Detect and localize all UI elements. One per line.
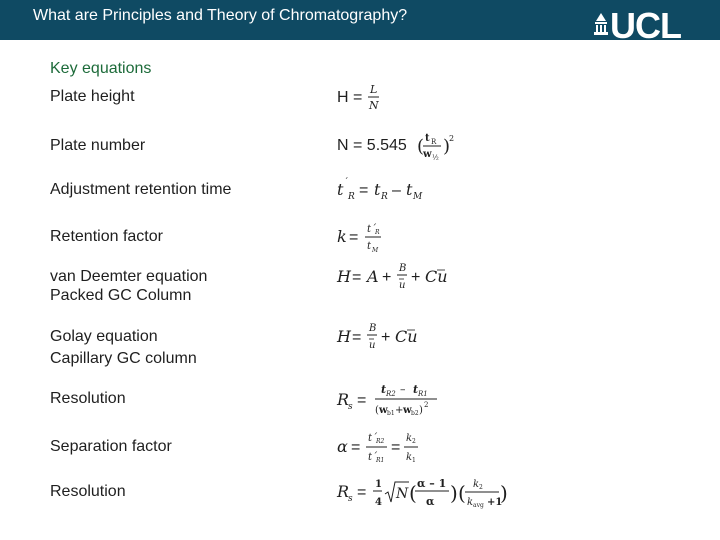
svg-text:H: H — [337, 327, 351, 346]
svg-text:b2: b2 — [411, 410, 419, 417]
svg-text:k: k — [406, 452, 413, 463]
svg-text:R2: R2 — [386, 390, 396, 398]
label-retention-factor: Retention factor — [50, 228, 163, 245]
section-title: Key equations — [50, 60, 152, 77]
portico-icon — [594, 13, 608, 35]
svg-text:B: B — [369, 323, 377, 334]
svg-text:2: 2 — [424, 401, 429, 409]
svg-text:Cu: Cu — [425, 267, 448, 286]
svg-text:=: = — [357, 392, 367, 409]
svg-text:): ) — [443, 136, 451, 157]
equation-resolution-expanded — [337, 472, 527, 518]
ucl-logo — [594, 5, 700, 46]
svg-text:(: ( — [375, 405, 379, 416]
label-resolution-expanded: Resolution — [50, 483, 126, 500]
svg-text:(: ( — [417, 136, 425, 157]
svg-text:w: w — [423, 149, 432, 160]
svg-text:t: t — [406, 180, 413, 199]
svg-text:Cu: Cu — [395, 327, 418, 346]
svg-text:½: ½ — [432, 154, 439, 162]
svg-text:1: 1 — [375, 479, 382, 490]
svg-text:H: H — [337, 267, 351, 286]
equation-van-deemter — [337, 260, 457, 300]
equation-retention-factor — [337, 218, 397, 260]
svg-text:+1: +1 — [487, 497, 503, 508]
svg-text:+: + — [395, 405, 404, 416]
equation-adjusted-retention-time — [337, 176, 447, 208]
svg-text:–: – — [392, 182, 401, 199]
svg-text:t: t — [367, 241, 372, 252]
svg-text:=: = — [349, 229, 359, 246]
svg-text:=: = — [352, 269, 362, 286]
label-van-deemter: van Deemter equation — [50, 268, 208, 285]
svg-text:+: + — [382, 269, 392, 286]
svg-text:k: k — [406, 433, 413, 444]
svg-text:2: 2 — [449, 134, 455, 143]
svg-text:(: ( — [458, 481, 466, 505]
logo-text: UCL — [610, 5, 681, 46]
svg-text:t´: t´ — [368, 433, 378, 444]
svg-text:avg: avg — [473, 502, 484, 509]
svg-text:1: 1 — [412, 457, 416, 464]
header-bar — [0, 0, 720, 46]
svg-text:L: L — [370, 83, 378, 96]
label-packed-gc-column: Packed GC Column — [50, 287, 192, 304]
svg-text:R: R — [431, 138, 437, 146]
svg-text:N: N — [369, 99, 379, 112]
label-adjusted-retention-time: Adjustment retention time — [50, 181, 232, 198]
svg-text:t: t — [337, 180, 344, 199]
svg-text:k: k — [473, 479, 480, 490]
svg-text:s: s — [348, 402, 353, 412]
svg-text:=: = — [391, 439, 401, 456]
label-separation-factor: Separation factor — [50, 438, 172, 455]
equation-plate-number — [337, 128, 467, 170]
svg-text:t: t — [425, 133, 430, 144]
svg-text:u: u — [369, 340, 376, 351]
svg-text:s: s — [348, 494, 353, 504]
svg-text:A: A — [367, 267, 379, 286]
svg-text:(: ( — [409, 481, 417, 505]
svg-text:w: w — [379, 405, 388, 416]
svg-text:=: = — [357, 484, 367, 501]
svg-text:R: R — [337, 482, 350, 501]
label-resolution: Resolution — [50, 390, 126, 407]
equation-golay — [337, 320, 437, 360]
svg-text:w: w — [403, 405, 412, 416]
svg-text:R1: R1 — [418, 390, 428, 398]
svg-text:t: t — [413, 383, 419, 396]
svg-text:t´: t´ — [367, 224, 377, 235]
svg-text:2: 2 — [479, 484, 483, 491]
svg-text:+: + — [381, 329, 391, 346]
svg-text:t: t — [381, 383, 387, 396]
svg-text:k: k — [467, 497, 474, 508]
svg-text:R: R — [381, 192, 388, 202]
svg-text:H =: H = — [337, 89, 363, 106]
label-plate-height: Plate height — [50, 88, 135, 105]
equation-resolution — [337, 380, 457, 424]
label-plate-number: Plate number — [50, 137, 146, 154]
svg-text:α: α — [337, 437, 348, 456]
svg-text:–: – — [400, 383, 406, 396]
svg-text:M: M — [372, 247, 379, 254]
label-capillary-gc-column: Capillary GC column — [50, 350, 197, 367]
svg-text:R1: R1 — [376, 457, 385, 464]
svg-text:t: t — [374, 180, 381, 199]
svg-text:): ) — [450, 481, 458, 505]
svg-text:t´: t´ — [368, 452, 378, 463]
svg-text:=: = — [351, 439, 361, 456]
equation-separation-factor — [337, 427, 437, 471]
svg-text:u: u — [399, 280, 406, 291]
svg-text:M: M — [413, 192, 423, 202]
svg-text:2: 2 — [412, 438, 416, 445]
svg-text:B: B — [399, 263, 407, 274]
svg-text:α: α — [426, 495, 435, 508]
svg-text:R: R — [348, 192, 355, 202]
svg-text:R2: R2 — [376, 438, 385, 445]
svg-text:α – 1: α – 1 — [417, 477, 447, 490]
svg-text:R: R — [375, 229, 380, 236]
svg-text:4: 4 — [375, 497, 382, 508]
svg-text:b1: b1 — [387, 410, 395, 417]
svg-text:k: k — [337, 227, 347, 246]
svg-text:=: = — [359, 182, 369, 199]
svg-text:R: R — [337, 390, 350, 409]
svg-text:´: ´ — [344, 178, 349, 188]
svg-text:): ) — [500, 481, 508, 505]
equation-plate-height — [337, 80, 397, 120]
svg-text:N = 5.545: N = 5.545 — [337, 137, 407, 154]
svg-text:+: + — [411, 269, 421, 286]
svg-text:=: = — [352, 329, 362, 346]
page-title: What are Principles and Theory of Chromatography? — [33, 7, 408, 24]
svg-text:N: N — [396, 486, 409, 502]
svg-text:): ) — [419, 405, 423, 416]
label-golay-equation: Golay equation — [50, 328, 158, 345]
